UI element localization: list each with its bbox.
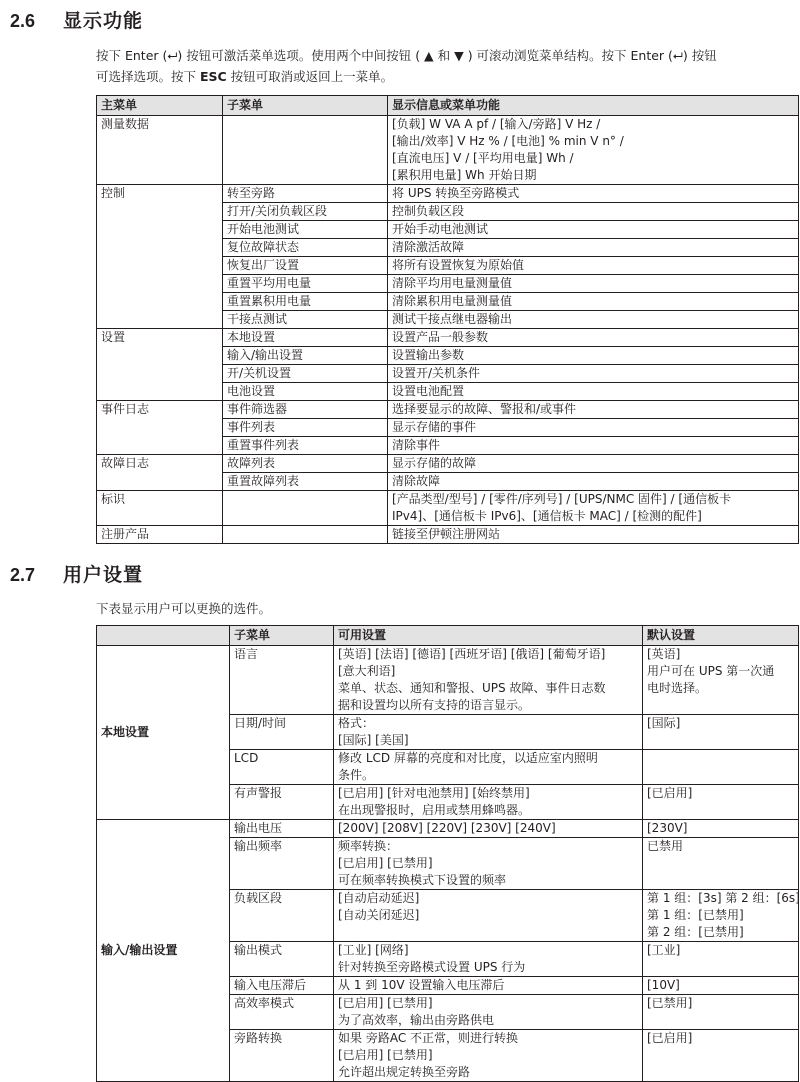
available-settings-cell	[334, 715, 643, 750]
cell-line: 格式：	[338, 716, 375, 730]
cell-line: [已启用] [已禁用]	[338, 856, 433, 870]
cell-line: 允许超出规定转换至旁路	[338, 1065, 471, 1079]
submenu-cell: 恢复出厂设置	[223, 257, 388, 275]
cell-line: [工业]	[647, 943, 681, 957]
cell-line: 第 2 组：[已禁用]	[647, 925, 744, 939]
display-functions-table	[96, 95, 799, 544]
intro-text: 下表显示用户可以更换的选件。	[96, 601, 272, 616]
display-functions-intro	[96, 45, 796, 87]
submenu-cell: 输出模式	[230, 942, 334, 977]
submenu-cell: 开始电池测试	[223, 221, 388, 239]
cell-line: [工业] [网络]	[338, 943, 409, 957]
cell-line: 电时选择。	[647, 681, 708, 695]
table-row	[97, 646, 799, 715]
function-cell: 清除平均用电量测量值	[388, 275, 799, 293]
table-row	[97, 491, 799, 526]
function-cell: 设置开/关机条件	[388, 365, 799, 383]
cell-line: 如果 旁路AC 不正常，则进行转换	[338, 1031, 519, 1045]
intro-line-1: 按下 Enter (⮠) 按钮可激活菜单选项。使用两个中间按钮 ( ▲ 和 ▼ ) 可滚动浏览菜单结构。按下 Enter (⮠) 按钮	[96, 48, 717, 63]
available-settings-cell	[334, 750, 643, 785]
cell-line: [已启用]	[647, 1031, 693, 1045]
section-2-6-heading	[10, 6, 143, 33]
table-row	[97, 526, 799, 544]
section-2-7-heading	[10, 560, 143, 587]
submenu-cell: 负载区段	[230, 890, 334, 942]
default-setting-cell	[643, 715, 799, 750]
table-row	[97, 185, 799, 203]
cell-line: [已启用] [已禁用]	[338, 996, 433, 1010]
cell-line: [200V] [208V] [220V] [230V] [240V]	[338, 821, 556, 835]
submenu-cell: 重置平均用电量	[223, 275, 388, 293]
cell-line: [负载] W VA A pf / [输入/旁路] V Hz /	[392, 117, 601, 131]
cell-line: 已禁用	[647, 839, 684, 853]
submenu-cell	[223, 116, 388, 185]
main-menu-cell: 控制	[97, 185, 223, 329]
function-cell: 显示存储的事件	[388, 419, 799, 437]
header-main-menu: 主菜单	[97, 96, 223, 116]
cell-line: [直流电压] V / [平均用电量] Wh /	[392, 151, 574, 165]
cell-line: 据和设置均以所有支持的语言显示。	[338, 698, 531, 712]
table-header-row	[97, 626, 799, 646]
section-title: 显示功能	[63, 10, 144, 32]
cell-line: [已启用] [针对电池禁用] [始终禁用]	[338, 786, 530, 800]
submenu-cell: 输入/输出设置	[223, 347, 388, 365]
submenu-cell	[223, 526, 388, 544]
cell-line: IPv4]、[通信板卡 IPv6]、[通信板卡 MAC] / [检测的配件]	[392, 509, 702, 523]
available-settings-cell	[334, 1030, 643, 1082]
function-cell: 选择要显示的故障、警报和/或事件	[388, 401, 799, 419]
table-header-row	[97, 96, 799, 116]
table-row	[97, 455, 799, 473]
section-number: 2.7	[10, 565, 36, 585]
function-cell: 清除激活故障	[388, 239, 799, 257]
submenu-cell: 输出电压	[230, 820, 334, 838]
cell-line: 可在频率转换模式下设置的频率	[338, 873, 507, 887]
default-setting-cell	[643, 646, 799, 715]
cell-line: 条件。	[338, 768, 375, 782]
table-row	[97, 116, 799, 185]
cell-line: 第 1 组：[3s] 第 2 组：[6s]	[647, 891, 800, 905]
function-cell: 测试干接点继电器输出	[388, 311, 799, 329]
cell-line: [产品类型/型号] / [零件/序列号] / [UPS/NMC 固件] / [通信板卡	[392, 492, 732, 506]
function-cell: 清除故障	[388, 473, 799, 491]
available-settings-cell	[334, 838, 643, 890]
function-cell: 链接至伊顿注册网站	[388, 526, 799, 544]
user-settings-intro	[96, 598, 796, 619]
submenu-cell: 电池设置	[223, 383, 388, 401]
submenu-cell: 事件列表	[223, 419, 388, 437]
submenu-cell: 干接点测试	[223, 311, 388, 329]
cell-line: [自动启动延迟]	[338, 891, 420, 905]
group-cell: 本地设置	[97, 646, 230, 820]
header-default-setting: 默认设置	[643, 626, 799, 646]
cell-line: [已启用]	[647, 786, 693, 800]
submenu-cell: 事件筛选器	[223, 401, 388, 419]
cell-line: [10V]	[647, 978, 680, 992]
cell-line: 菜单、状态、通知和警报、UPS 故障、事件日志数	[338, 681, 606, 695]
available-settings-cell	[334, 646, 643, 715]
cell-line: [国际] [美国]	[338, 733, 409, 747]
submenu-cell: 开/关机设置	[223, 365, 388, 383]
default-setting-cell	[643, 942, 799, 977]
cell-line: [意大利语]	[338, 664, 396, 678]
cell-line: [英语]	[647, 647, 681, 661]
cell-line: 在出现警报时，启用或禁用蜂鸣器。	[338, 803, 531, 817]
function-cell: 控制负载区段	[388, 203, 799, 221]
header-group	[97, 626, 230, 646]
default-setting-cell	[643, 890, 799, 942]
function-cell: 清除事件	[388, 437, 799, 455]
available-settings-cell	[334, 820, 643, 838]
submenu-cell: 重置事件列表	[223, 437, 388, 455]
default-setting-cell	[643, 750, 799, 785]
cell-line: 频率转换：	[338, 839, 399, 853]
submenu-cell: 重置累积用电量	[223, 293, 388, 311]
default-setting-cell	[643, 785, 799, 820]
available-settings-cell	[334, 942, 643, 977]
display-functions-body	[97, 116, 799, 544]
submenu-cell: 复位故障状态	[223, 239, 388, 257]
available-settings-cell	[334, 977, 643, 995]
cell-line: [230V]	[647, 821, 688, 835]
submenu-cell: 日期/时间	[230, 715, 334, 750]
table-row	[97, 820, 799, 838]
section-number: 2.6	[10, 11, 36, 31]
cell-line: [英语] [法语] [德语] [西班牙语] [俄语] [葡萄牙语]	[338, 647, 606, 661]
esc-key-label: ESC	[199, 69, 227, 84]
function-cell: 将所有设置恢复为原始值	[388, 257, 799, 275]
main-menu-cell: 标识	[97, 491, 223, 526]
header-submenu: 子菜单	[223, 96, 388, 116]
header-available-settings: 可用设置	[334, 626, 643, 646]
default-setting-cell	[643, 1030, 799, 1082]
user-settings-table	[96, 625, 799, 1082]
cell-line: [已启用] [已禁用]	[338, 1048, 433, 1062]
section-title: 用户设置	[63, 564, 144, 586]
function-cell: 设置输出参数	[388, 347, 799, 365]
header-function: 显示信息或菜单功能	[388, 96, 799, 116]
function-cell	[388, 116, 799, 185]
cell-line: 修改 LCD 屏幕的亮度和对比度，以适应室内照明	[338, 751, 598, 765]
table-row	[97, 329, 799, 347]
default-setting-cell	[643, 977, 799, 995]
available-settings-cell	[334, 785, 643, 820]
cell-line: 从 1 到 10V 设置输入电压滞后	[338, 978, 505, 992]
user-settings-body	[97, 646, 799, 1082]
main-menu-cell: 设置	[97, 329, 223, 401]
cell-line: 用户可在 UPS 第一次通	[647, 664, 775, 678]
cell-line: 第 1 组：[已禁用]	[647, 908, 744, 922]
submenu-cell: 高效率模式	[230, 995, 334, 1030]
default-setting-cell	[643, 995, 799, 1030]
submenu-cell: 语言	[230, 646, 334, 715]
submenu-cell: 输出频率	[230, 838, 334, 890]
cell-line: [国际]	[647, 716, 681, 730]
available-settings-cell	[334, 995, 643, 1030]
default-setting-cell	[643, 838, 799, 890]
function-cell: 开始手动电池测试	[388, 221, 799, 239]
main-menu-cell: 测量数据	[97, 116, 223, 185]
cell-line	[338, 924, 638, 941]
header-submenu: 子菜单	[230, 626, 334, 646]
submenu-cell: 旁路转换	[230, 1030, 334, 1082]
cell-line: [自动关闭延迟]	[338, 908, 420, 922]
submenu-cell: 转至旁路	[223, 185, 388, 203]
cell-line: [已禁用]	[647, 996, 693, 1010]
table-row	[97, 401, 799, 419]
main-menu-cell: 注册产品	[97, 526, 223, 544]
function-cell: 将 UPS 转换至旁路模式	[388, 185, 799, 203]
intro-line-2: 可选择选项。按下 ESC 按钮可取消或返回上一菜单。	[96, 69, 394, 84]
default-setting-cell	[643, 820, 799, 838]
submenu-cell: 故障列表	[223, 455, 388, 473]
cell-line: [输出/效率] V Hz % / [电池] % min V n° /	[392, 134, 624, 148]
function-cell	[388, 491, 799, 526]
function-cell: 设置电池配置	[388, 383, 799, 401]
submenu-cell: 输入电压滞后	[230, 977, 334, 995]
cell-line: 针对转换至旁路模式设置 UPS 行为	[338, 960, 526, 974]
main-menu-cell: 故障日志	[97, 455, 223, 491]
cell-line: [累积用电量] Wh 开始日期	[392, 168, 537, 182]
submenu-cell	[223, 491, 388, 526]
available-settings-cell	[334, 890, 643, 942]
submenu-cell: 本地设置	[223, 329, 388, 347]
submenu-cell: LCD	[230, 750, 334, 785]
submenu-cell: 有声警报	[230, 785, 334, 820]
submenu-cell: 打开/关闭负载区段	[223, 203, 388, 221]
main-menu-cell: 事件日志	[97, 401, 223, 455]
cell-line: 为了高效率，输出由旁路供电	[338, 1013, 495, 1027]
submenu-cell: 重置故障列表	[223, 473, 388, 491]
function-cell: 清除累积用电量测量值	[388, 293, 799, 311]
function-cell: 设置产品一般参数	[388, 329, 799, 347]
function-cell: 显示存储的故障	[388, 455, 799, 473]
group-cell: 输入/输出设置	[97, 820, 230, 1082]
